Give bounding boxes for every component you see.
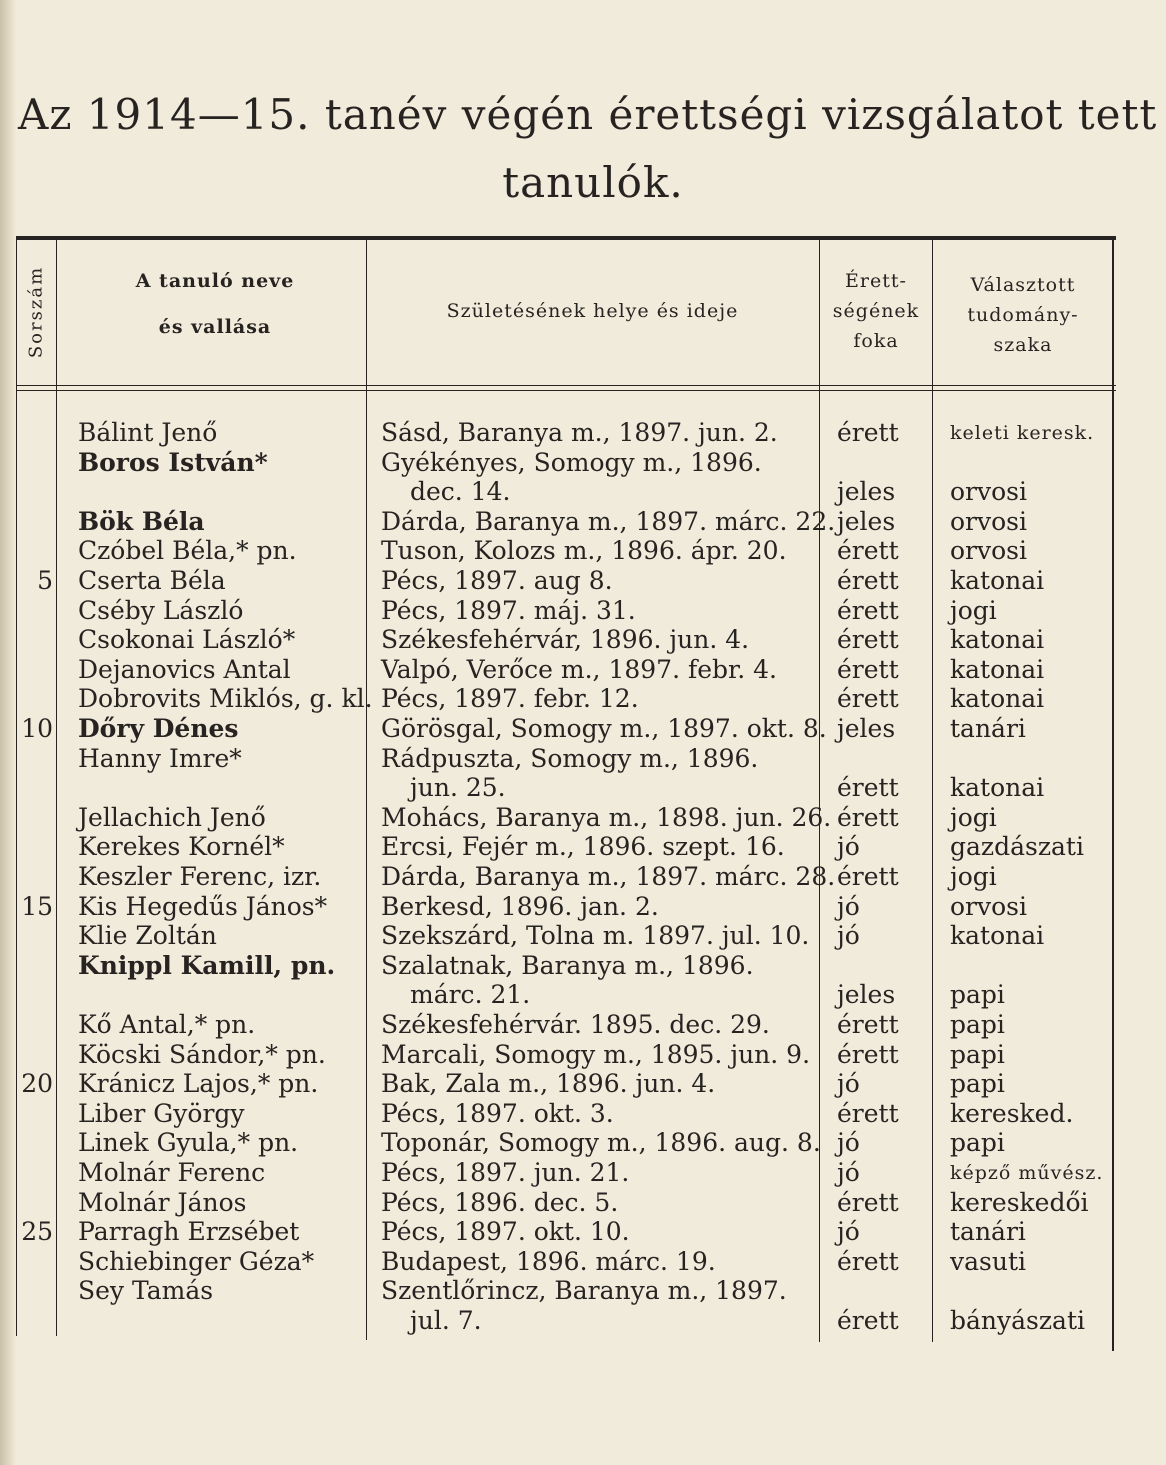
student-name: Molnár Ferenc [78, 1158, 266, 1187]
student-name: Schiebinger Géza* [78, 1247, 315, 1276]
header-faculty-line3: szaka [993, 334, 1053, 356]
birth-place-date: Székesfehérvár, 1896. jun. 4. [381, 625, 750, 654]
student-name: Liber György [78, 1099, 245, 1128]
table-row [0, 448, 1166, 478]
student-name: Köcski Sándor,* pn. [78, 1040, 326, 1069]
chosen-faculty: papi [950, 1128, 1005, 1157]
grade: jó [837, 1217, 860, 1246]
table-row [0, 1069, 1166, 1099]
header-grade-line3: foka [853, 330, 899, 352]
student-name: Kő Antal,* pn. [78, 1010, 256, 1039]
chosen-faculty: tanári [950, 1217, 1026, 1246]
grade: jó [837, 1158, 860, 1187]
table-row [0, 1040, 1166, 1070]
chosen-faculty: keleti keresk. [950, 422, 1095, 444]
birth-place-date: Rádpuszta, Somogy m., 1896. [381, 744, 759, 773]
birth-place-date: Görösgal, Somogy m., 1897. okt. 8. [381, 714, 827, 743]
birth-place-date: Berkesd, 1896. jan. 2. [381, 892, 659, 921]
student-name: Jellachich Jenő [78, 803, 266, 832]
chosen-faculty: papi [950, 980, 1005, 1009]
chosen-faculty: keresked. [950, 1099, 1074, 1128]
student-name: Hanny Imre* [78, 744, 242, 773]
student-name: Keszler Ferenc, izr. [78, 862, 322, 891]
chosen-faculty: katonai [950, 655, 1045, 684]
header-name-line1: A tanuló neve [135, 270, 295, 292]
chosen-faculty: katonai [950, 684, 1045, 713]
student-name: Czóbel Béla,* pn. [78, 536, 297, 565]
birth-place-date: jul. 7. [410, 1306, 482, 1335]
table-row [0, 655, 1166, 685]
grade: jó [837, 892, 860, 921]
row-number: 10 [21, 714, 53, 743]
table-row [0, 921, 1166, 951]
birth-place-date: Bak, Zala m., 1896. jun. 4. [381, 1069, 716, 1098]
birth-place-date: Mohács, Baranya m., 1898. jun. 26. [381, 803, 832, 832]
chosen-faculty: katonai [950, 921, 1045, 950]
page-title-continuation: tanulók. [502, 158, 684, 207]
table-row [0, 1010, 1166, 1040]
birth-place-date: Gyékényes, Somogy m., 1896. [381, 448, 762, 477]
student-name: Klie Zoltán [78, 921, 217, 950]
birth-place-date: jun. 25. [410, 773, 506, 802]
birth-place-date: Pécs, 1897. okt. 10. [381, 1217, 630, 1246]
table-row [0, 418, 1166, 448]
table-row [0, 507, 1166, 537]
birth-place-date: Budapest, 1896. márc. 19. [381, 1247, 716, 1276]
header-faculty [933, 270, 1113, 360]
birth-place-date: Szalatnak, Baranya m., 1896. [381, 951, 754, 980]
row-number: 20 [21, 1069, 53, 1098]
birth-place-date: márc. 21. [410, 980, 531, 1009]
header-faculty-line2: tudomány- [967, 304, 1079, 326]
chosen-faculty: jogi [950, 862, 997, 891]
birth-place-date: Pécs, 1897. máj. 31. [381, 596, 636, 625]
chosen-faculty: gazdászati [950, 832, 1084, 861]
table-row [0, 980, 1166, 1010]
table-row [0, 1188, 1166, 1218]
grade: jeles [837, 714, 896, 743]
student-name: Cséby László [78, 596, 244, 625]
table-row [0, 1099, 1166, 1129]
birth-place-date: Szentlőrincz, Baranya m., 1897. [381, 1276, 787, 1305]
grade: érett [837, 596, 899, 625]
header-faculty-line1: Választott [970, 274, 1076, 296]
chosen-faculty: vasuti [950, 1247, 1027, 1276]
student-name: Kerekes Kornél* [78, 832, 285, 861]
grade: érett [837, 1247, 899, 1276]
table-row [0, 892, 1166, 922]
table-row [0, 566, 1166, 596]
grade: érett [837, 1010, 899, 1039]
chosen-faculty: papi [950, 1069, 1005, 1098]
header-name-line2: és vallása [158, 316, 272, 338]
grade: érett [837, 773, 899, 802]
chosen-faculty: papi [950, 1040, 1005, 1069]
student-name: Knippl Kamill, pn. [78, 951, 336, 980]
birth-place-date: Tuson, Kolozs m., 1896. ápr. 20. [381, 536, 787, 565]
birth-place-date: Pécs, 1897. okt. 3. [381, 1099, 614, 1128]
student-name: Sey Tamás [78, 1276, 214, 1305]
chosen-faculty: kereskedői [950, 1188, 1089, 1217]
table-row [0, 625, 1166, 655]
birth-place-date: Pécs, 1897. aug 8. [381, 566, 613, 595]
table-row [0, 596, 1166, 626]
grade: érett [837, 625, 899, 654]
grade: érett [837, 418, 899, 447]
table-row [0, 832, 1166, 862]
chosen-faculty: papi [950, 1010, 1005, 1039]
student-name: Molnár János [78, 1188, 247, 1217]
header-grade [820, 266, 932, 356]
student-name: Parragh Erzsébet [78, 1217, 300, 1246]
chosen-faculty: bányászati [950, 1306, 1085, 1335]
chosen-faculty: orvosi [950, 892, 1028, 921]
chosen-faculty: tanári [950, 714, 1026, 743]
table-row [0, 1276, 1166, 1306]
birth-place-date: Sásd, Baranya m., 1897. jun. 2. [381, 418, 778, 447]
table-row [0, 536, 1166, 566]
chosen-faculty: katonai [950, 566, 1045, 595]
header-sorszam [16, 242, 56, 382]
header-birth: Születésének helye és ideje [446, 300, 739, 322]
grade: érett [837, 1099, 899, 1128]
grade: érett [837, 566, 899, 595]
student-name: Csokonai László* [78, 625, 296, 654]
header-bottom-rule [16, 385, 1116, 386]
student-name: Dejanovics Antal [78, 655, 291, 684]
table-row [0, 477, 1166, 507]
grade: jeles [837, 477, 896, 506]
grade: jeles [837, 507, 896, 536]
birth-place-date: Szekszárd, Tolna m. 1897. jul. 10. [381, 921, 810, 950]
grade: érett [837, 1306, 899, 1335]
header-grade-line1: Érett- [845, 270, 907, 292]
student-name: Dobrovits Miklós, g. kl. [78, 684, 373, 713]
grade: jó [837, 1069, 860, 1098]
chosen-faculty: jogi [950, 803, 997, 832]
grade: jó [837, 832, 860, 861]
birth-place-date: Pécs, 1897. jun. 21. [381, 1158, 630, 1187]
student-name: Cserta Béla [78, 566, 226, 595]
grade: érett [837, 655, 899, 684]
birth-place-date: Dárda, Baranya m., 1897. márc. 28. [381, 862, 836, 891]
grade: érett [837, 1188, 899, 1217]
table-top-rule [16, 236, 1116, 240]
table-row [0, 773, 1166, 803]
table-row [0, 951, 1166, 981]
student-name: Kis Hegedűs János* [78, 892, 328, 921]
chosen-faculty: orvosi [950, 536, 1028, 565]
header-sorszam-label: Sorszám [25, 265, 47, 359]
table-row [0, 1247, 1166, 1277]
chosen-faculty: orvosi [950, 507, 1028, 536]
header-name [90, 266, 340, 342]
student-name: Dőry Dénes [78, 714, 239, 743]
page-title: Az 1914—15. tanév végén érettségi vizsgálatot tett [18, 90, 1158, 139]
chosen-faculty: katonai [950, 625, 1045, 654]
table-row [0, 862, 1166, 892]
row-number: 5 [37, 566, 53, 595]
chosen-faculty: katonai [950, 773, 1045, 802]
chosen-faculty: jogi [950, 596, 997, 625]
row-number: 25 [21, 1217, 53, 1246]
birth-place-date: Toponár, Somogy m., 1896. aug. 8. [381, 1128, 821, 1157]
birth-place-date: Pécs, 1896. dec. 5. [381, 1188, 619, 1217]
table-row [0, 714, 1166, 744]
birth-place-date: Dárda, Baranya m., 1897. márc. 22. [381, 507, 836, 536]
row-number: 15 [21, 892, 53, 921]
grade: jó [837, 921, 860, 950]
birth-place-date: dec. 14. [410, 477, 511, 506]
birth-place-date: Pécs, 1897. febr. 12. [381, 684, 639, 713]
table-row [0, 744, 1166, 774]
table-row [0, 1128, 1166, 1158]
table-row [0, 684, 1166, 714]
grade: jó [837, 1128, 860, 1157]
grade: érett [837, 1040, 899, 1069]
table-row [0, 803, 1166, 833]
table-row [0, 1158, 1166, 1188]
birth-place-date: Ercsi, Fejér m., 1896. szept. 16. [381, 832, 785, 861]
header-grade-line2: ségének [832, 300, 920, 322]
birth-place-date: Székesfehérvár. 1895. dec. 29. [381, 1010, 770, 1039]
student-name: Kránicz Lajos,* pn. [78, 1069, 319, 1098]
chosen-faculty: orvosi [950, 477, 1028, 506]
birth-place-date: Marcali, Somogy m., 1895. jun. 9. [381, 1040, 811, 1069]
chosen-faculty: képző művész. [950, 1162, 1104, 1184]
table-row [0, 1217, 1166, 1247]
student-name: Linek Gyula,* pn. [78, 1128, 299, 1157]
birth-place-date: Valpó, Verőce m., 1897. febr. 4. [381, 655, 777, 684]
grade: érett [837, 536, 899, 565]
grade: érett [837, 862, 899, 891]
table-row [0, 1306, 1166, 1336]
grade: érett [837, 803, 899, 832]
grade: érett [837, 684, 899, 713]
grade: jeles [837, 980, 896, 1009]
student-name: Bök Béla [78, 507, 205, 536]
header-bottom-rule-secondary [16, 390, 1116, 391]
student-name: Bálint Jenő [78, 418, 218, 447]
student-name: Boros István* [78, 448, 268, 477]
